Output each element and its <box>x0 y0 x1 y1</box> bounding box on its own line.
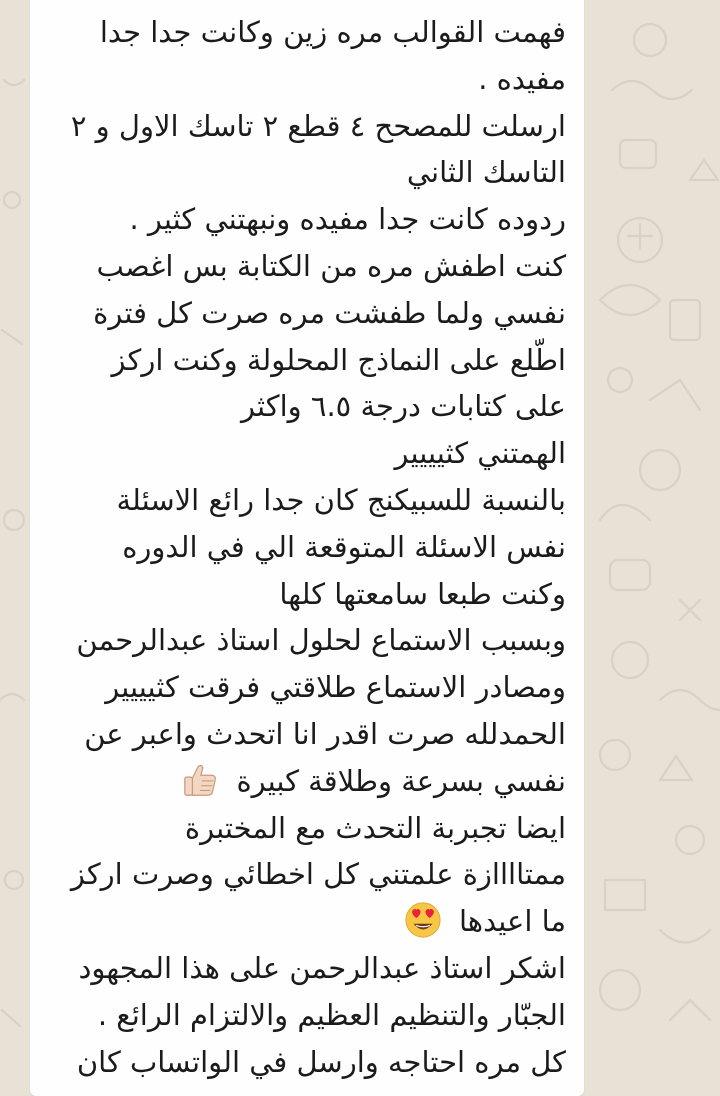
message-bubble[interactable] <box>30 0 584 1096</box>
message-line: اطّلع على النماذج المحلولة وكنت اركز <box>111 342 566 377</box>
message-line-with-emoji <box>44 898 566 945</box>
message-line: ومصادر الاستماع طلاقتي فرقت كثيييير <box>105 670 566 705</box>
message-line: وبسبب الاستماع لحلول استاذ عبدالرحمن <box>76 623 566 658</box>
message-text <box>44 0 566 1085</box>
message-line: كل مره احتاجه وارسل في الواتساب كان <box>76 1044 566 1079</box>
message-line: وكنت طبعا سامعتها كلها <box>279 576 566 611</box>
thumbs-up-icon <box>181 761 219 799</box>
message-line-text: نفسي بسرعة وطلاقة كبيرة <box>236 763 566 798</box>
message-line: اشكر استاذ عبدالرحمن على هذا المجهود <box>78 950 566 985</box>
message-line: الهمتني كثيييير <box>394 436 566 471</box>
heart-eyes-icon <box>404 901 442 939</box>
message-line: فهمت القوالب مره زين وكانت جدا جدا <box>99 15 566 49</box>
message-line: ممتاااازة علمتني كل اخطائي وصرت اركز <box>70 857 566 892</box>
message-line: كنت اطفش مره من الكتابة بس اغصب <box>96 248 566 283</box>
message-line: على كتابات درجة ٦.٥ واكثر <box>241 389 566 424</box>
message-line: بالنسبة للسبيكنج كان جدا رائع الاسئلة <box>116 482 566 517</box>
message-line: نفسي ولما طفشت مره صرت كل فترة <box>93 295 566 330</box>
message-line: الحمدلله صرت اقدر انا اتحدث واعبر عن <box>84 716 566 751</box>
message-line-text: ما اعيدها <box>458 904 566 939</box>
message-line: مفيده . <box>478 61 566 96</box>
message-line: ايضا تجبربة التحدث مع المختبرة <box>184 810 566 845</box>
message-line: ارسلت للمصحح ٤ قطع ٢ تاسك الاول و ٢ <box>70 108 566 143</box>
message-line: الجبّار والتنظيم العظيم والالتزام الرائع . <box>97 997 566 1032</box>
message-line: نفس الاسئلة المتوقعة الي في الدوره <box>122 529 566 564</box>
message-line: التاسك الثاني <box>406 155 566 190</box>
message-line-with-emoji <box>44 758 566 805</box>
message-line: ردوده كانت جدا مفيده ونبهتني كثير . <box>129 202 566 237</box>
